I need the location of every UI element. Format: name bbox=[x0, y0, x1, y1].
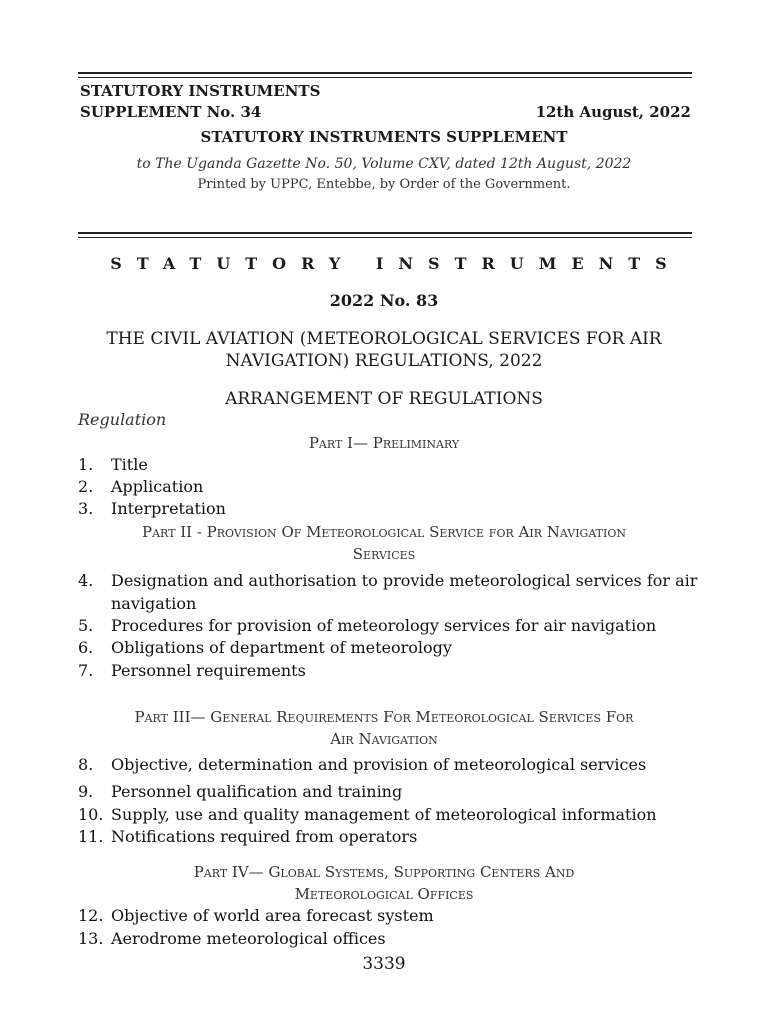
page-number: 3339 bbox=[362, 954, 406, 974]
top-double-rule bbox=[78, 72, 692, 78]
item-number: 6. bbox=[78, 638, 94, 657]
item-text: Application bbox=[111, 477, 204, 496]
item-text: Title bbox=[111, 455, 148, 474]
statutory-instruments-heading: STATUTORY INSTRUMENTS bbox=[110, 254, 682, 273]
item-number: 8. bbox=[78, 755, 94, 774]
item-number: 2. bbox=[78, 477, 94, 496]
regulation-column-label: Regulation bbox=[78, 410, 167, 429]
header-left-line1: STATUTORY INSTRUMENTS bbox=[80, 82, 321, 100]
arrangement-heading: ARRANGEMENT OF REGULATIONS bbox=[225, 389, 543, 409]
item-number: 12. bbox=[78, 906, 104, 925]
item-text: Procedures for provision of meteorology services for air navigation bbox=[111, 616, 657, 635]
item-text: Personnel qualification and training bbox=[111, 782, 403, 801]
header-date: 12th August, 2022 bbox=[535, 103, 691, 121]
regulations-title-line2: NAVIGATION) REGULATIONS, 2022 bbox=[225, 351, 543, 371]
part-1-title: Part I— Preliminary bbox=[308, 434, 460, 452]
item-text: Interpretation bbox=[111, 499, 226, 518]
part-4-title-line1: Part IV— Global Systems, Supporting Centers And bbox=[193, 863, 575, 881]
item-number: 10. bbox=[78, 805, 104, 824]
item-text: Aerodrome meteorological offices bbox=[111, 929, 386, 948]
part-3-title-line2: Air Navigation bbox=[330, 730, 438, 748]
item-number: 1. bbox=[78, 455, 94, 474]
item-text: Notifications required from operators bbox=[111, 827, 418, 846]
part-4-title-line2: Meteorological Offices bbox=[294, 885, 474, 903]
item-number: 4. bbox=[78, 571, 94, 590]
item-text: Supply, use and quality management of meteorological information bbox=[111, 805, 657, 824]
item-number: 11. bbox=[78, 827, 104, 846]
gazette-line: to The Uganda Gazette No. 50, Volume CXV, dated 12th August, 2022 bbox=[136, 156, 632, 172]
item-text-continuation: navigation bbox=[111, 594, 197, 613]
item-number: 13. bbox=[78, 929, 104, 948]
item-text: Objective, determination and provision of meteorological services bbox=[111, 755, 647, 774]
item-number: 3. bbox=[78, 499, 94, 518]
printed-line: Printed by UPPC, Entebbe, by Order of the Government. bbox=[197, 177, 571, 192]
item-number: 9. bbox=[78, 782, 94, 801]
instrument-number: 2022 No. 83 bbox=[329, 291, 439, 310]
item-text: Objective of world area forecast system bbox=[111, 906, 434, 925]
item-text: Obligations of department of meteorology bbox=[111, 638, 452, 657]
middle-double-rule bbox=[78, 232, 692, 238]
part-3-title-line1: Part III— General Requirements For Meteorological Services For bbox=[134, 708, 634, 726]
item-text: Personnel requirements bbox=[111, 661, 306, 680]
supplement-title: STATUTORY INSTRUMENTS SUPPLEMENT bbox=[200, 128, 568, 146]
item-text: Designation and authorisation to provide meteorological services for air bbox=[111, 571, 698, 590]
regulations-title-line1: THE CIVIL AVIATION (METEOROLOGICAL SERVICES FOR AIR bbox=[106, 329, 662, 349]
item-number: 7. bbox=[78, 661, 94, 680]
part-2-title-line2: Services bbox=[352, 545, 416, 563]
part-2-title-line1: Part II - Provision Of Meteorological Service for Air Navigation bbox=[141, 523, 627, 541]
item-number: 5. bbox=[78, 616, 94, 635]
header-left-line2: SUPPLEMENT No. 34 bbox=[80, 103, 262, 121]
